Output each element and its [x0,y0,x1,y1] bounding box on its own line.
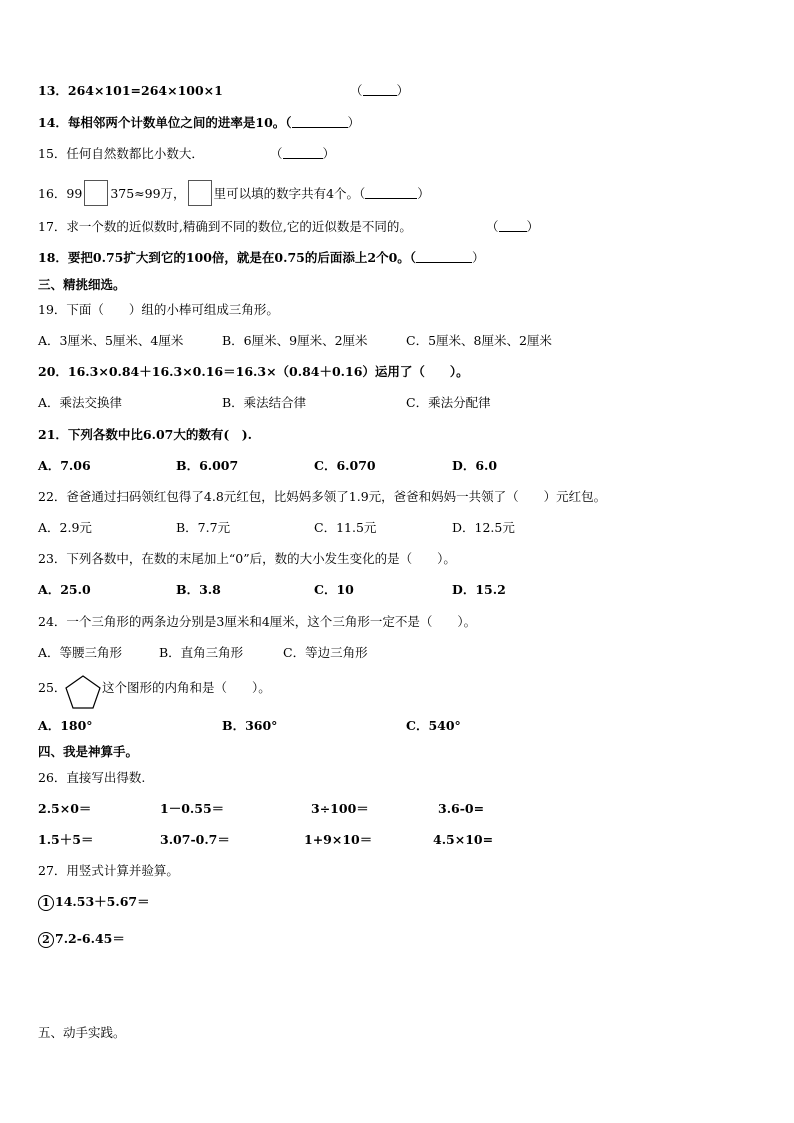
question-21-option-d[interactable]: D．6.0 [452,458,498,473]
question-16: 16．99 375≈99万， 里可以填的数字共有4个。（ ） [38,180,430,206]
question-16-answer-blank[interactable] [365,186,417,199]
question-16-mid: 375≈99万， [110,186,186,201]
question-20-option-a[interactable]: A．乘法交换律 [38,395,123,410]
question-19: 19．下面（ ）组的小棒可组成三角形。 [38,302,279,317]
question-16-pre: 16．99 [38,186,83,201]
calc-item: 1－0.55＝ [160,801,225,816]
question-15-answer-blank[interactable]: （ ） [270,146,336,161]
question-22-option-b[interactable]: B．7.7元 [176,520,231,535]
calc-item: 2.5×0＝ [38,801,92,816]
question-25-option-b[interactable]: B．360° [222,718,278,733]
question-21-option-b[interactable]: B．6.007 [176,458,239,473]
vertical-calc-item-2: 2 7.2-6.45＝ [38,930,125,948]
question-25-text: 这个图形的内角和是（ ）。 [102,680,271,695]
question-18-answer-blank[interactable] [416,250,472,263]
question-23-option-d[interactable]: D．15.2 [452,582,506,597]
question-27: 27．用竖式计算并验算。 [38,863,179,878]
question-14: 14．每相邻两个计数单位之间的进率是10。（ ） [38,115,361,130]
section-3-heading: 三、精挑细选。 [38,277,126,292]
pentagon-figure [64,674,102,710]
question-13 [38,82,223,100]
question-21-option-a[interactable]: A．7.06 [38,458,91,473]
question-14-answer-blank[interactable] [292,115,348,128]
section-5-heading: 五、动手实践。 [38,1025,126,1040]
question-18-text: 18．要把0.75扩大到它的100倍，就是在0.75的后面添上2个0。（ [38,250,417,265]
question-16-post: 里可以填的数字共有4个。（ [213,186,366,201]
question-21-option-c[interactable]: C．6.070 [314,458,376,473]
question-15 [38,145,204,163]
question-20-option-b[interactable]: B．乘法结合律 [222,395,307,410]
circled-number-2: 2 [38,932,54,948]
question-18: 18．要把0.75扩大到它的100倍，就是在0.75的后面添上2个0。（ ） [38,250,485,265]
question-25-option-a[interactable]: A．180° [38,718,93,733]
question-23-option-a[interactable]: A．25.0 [38,582,91,597]
question-14-text: 14．每相邻两个计数单位之间的进率是10。（ [38,115,292,130]
vertical-calc-item-1: 1 14.53＋5.67＝ [38,893,150,911]
question-20-option-c[interactable]: C．乘法分配律 [406,395,491,410]
question-23-option-b[interactable]: B．3.8 [176,582,221,597]
calc-item: 3.07-0.7＝ [160,832,230,847]
calc-item: 1+9×10＝ [304,832,373,847]
question-17-text: 17．求一个数的近似数时,精确到不同的数位,它的近似数是不同的。 [38,219,412,234]
calc-item: 1.5＋5＝ [38,832,94,847]
circled-number-1: 1 [38,895,54,911]
question-17-answer-blank[interactable]: （ ） [486,219,540,234]
question-24-option-c[interactable]: C．等边三角形 [283,645,368,660]
question-22-option-a[interactable]: A．2.9元 [38,520,92,535]
question-26: 26．直接写出得数. [38,770,146,785]
question-22-option-d[interactable]: D．12.5元 [452,520,515,535]
question-13-text: 13．264×101=264×100×1 [38,83,223,98]
question-24-option-b[interactable]: B．直角三角形 [159,645,244,660]
question-24: 24．一个三角形的两条边分别是3厘米和4厘米，这个三角形一定不是（ ）。 [38,614,477,629]
question-19-option-b[interactable]: B．6厘米、9厘米、2厘米 [222,333,368,348]
question-20: 20．16.3×0.84＋16.3×0.16＝16.3×（0.84＋0.16）运用了（ ）。 [38,364,469,379]
question-22-option-c[interactable]: C．11.5元 [314,520,377,535]
question-22: 22．爸爸通过扫码领红包得了4.8元红包，比妈妈多领了1.9元，爸爸和妈妈一共领了（ ）元红包。 [38,489,607,504]
calc-item: 3÷100＝ [311,801,369,816]
question-13-answer-blank[interactable]: （ ） [350,83,410,98]
question-23-option-c[interactable]: C．10 [314,582,354,597]
question-25-option-c[interactable]: C．540° [406,718,461,733]
fill-in-box[interactable] [84,180,108,206]
question-19-option-c[interactable]: C．5厘米、8厘米、2厘米 [406,333,552,348]
question-21: 21．下列各数中比6.07大的数有( ). [38,427,253,442]
question-23: 23．下列各数中，在数的末尾加上“0”后，数的大小发生变化的是（ ）。 [38,551,456,566]
fill-in-box[interactable] [188,180,212,206]
calc-item: 4.5×10= [433,832,494,847]
question-25-number: 25． [38,680,67,695]
question-15-text: 15．任何自然数都比小数大． [38,146,204,161]
section-4-heading: 四、我是神算手。 [38,744,139,759]
calc-item: 3.6-0= [438,801,485,816]
question-17 [38,218,412,236]
question-24-option-a[interactable]: A．等腰三角形 [38,645,123,660]
question-19-option-a[interactable]: A．3厘米、5厘米、4厘米 [38,333,184,348]
